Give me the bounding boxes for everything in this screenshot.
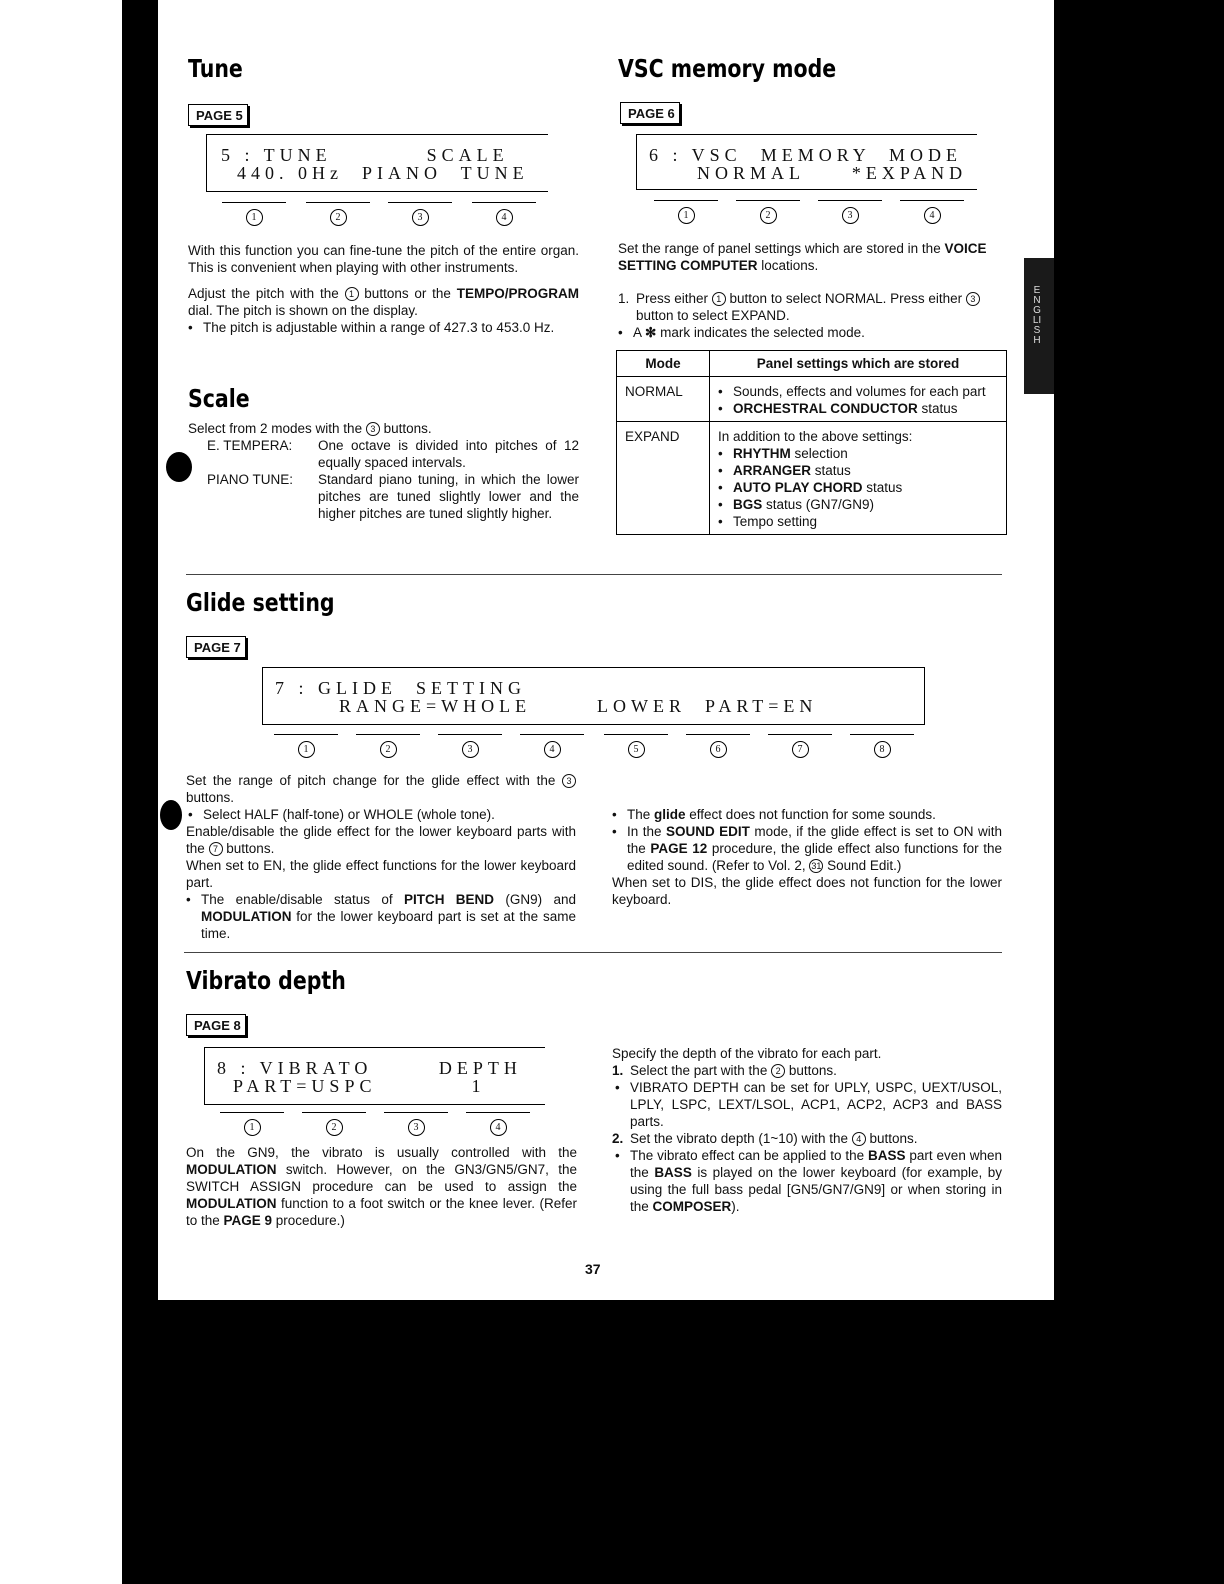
scale-intro: Select from 2 modes with the 3 buttons. bbox=[188, 421, 432, 436]
tune-description bbox=[188, 242, 579, 336]
tune-para1: With this function you can fine-tune the pitch of the entire organ. This is convenient when playing with other instruments. bbox=[188, 243, 579, 275]
scan-border-bottom bbox=[122, 1300, 1224, 1584]
glide-button-8[interactable]: 8 bbox=[850, 734, 914, 758]
vibrato-display-line2: PART=USPC 1 bbox=[233, 1076, 486, 1096]
vibrato-right-text: Specify the depth of the vibrato for each part. 1. Select the part with the 2 buttons. • VIBRATO DEPTH can be set for UPLY, USPC, UEXT/USOL, LPLY, LSPC, LEXT/LSOL, ACP1, ACP2, ACP3 and BASS parts. 2. Set the vibrato depth (1~10) with the 4 buttons. • The vibrato effect can be applied to the BASS part even when the BASS is played on the lower keyboard (for example, by using the full bass pedal [GN5/GN7/GN9] or when storing in the COMPOSER). bbox=[612, 1045, 1002, 1215]
glide-button-6[interactable]: 6 bbox=[686, 734, 750, 758]
divider-2 bbox=[184, 952, 1002, 953]
glide-button-7[interactable]: 7 bbox=[768, 734, 832, 758]
tune-display-line1: 5 : TUNE SCALE bbox=[221, 145, 509, 165]
vibrato-button-3[interactable]: 3 bbox=[384, 1112, 448, 1136]
tune-display-line2: 440. 0Hz PIANO TUNE bbox=[237, 163, 529, 183]
vibrato-button-4[interactable]: 4 bbox=[466, 1112, 530, 1136]
vsc-page-label: PAGE 6 bbox=[620, 102, 680, 124]
glide-left-text: Set the range of pitch change for the glide effect with the 3 buttons. • Select HALF (half-tone) or WHOLE (whole tone). Enable/disable the glide effect for the lower keyboard parts with the 7 buttons. When set to EN, the glide effect functions for the lower keyboard part. • The enable/disable status of PITCH BEND (GN9) and MODULATION for the lower keyboard part is set at the same time. bbox=[186, 772, 576, 942]
tune-button-2[interactable]: 2 bbox=[306, 202, 370, 226]
tune-title: Tune bbox=[188, 54, 243, 83]
punch-hole-1 bbox=[166, 452, 192, 482]
vsc-button-1[interactable]: 1 bbox=[654, 200, 718, 224]
vsc-bullet: • A ✻ mark indicates the selected mode. bbox=[618, 324, 1008, 341]
vibrato-display-line1: 8 : VIBRATO DEPTH bbox=[217, 1058, 522, 1078]
table-row-normal: NORMAL • Sounds, effects and volumes for each part • ORCHESTRAL CONDUCTOR status bbox=[617, 377, 1007, 422]
vsc-display-line1: 6 : VSC MEMORY MODE bbox=[649, 145, 963, 165]
vibrato-page-label: PAGE 8 bbox=[186, 1014, 246, 1036]
scale-item-tempera: E. TEMPERA: One octave is divided into pitches of 12 equally spaced intervals. bbox=[207, 438, 579, 470]
glide-right-text: • The glide effect does not function for some sounds. • In the SOUND EDIT mode, if the glide effect is set to ON with the PAGE 12 procedure, the glide effect also functions for the edited sound. (Refer to Vol. 2, 31 Sound Edit.) When set to DIS, the glide effect does not function for the lower keyboard. bbox=[612, 806, 1002, 908]
glide-display bbox=[262, 667, 925, 725]
tune-button-1[interactable]: 1 bbox=[222, 202, 286, 226]
tune-button-3[interactable]: 3 bbox=[388, 202, 452, 226]
table-header-settings: Panel settings which are stored bbox=[710, 351, 1007, 377]
language-side-tab bbox=[1024, 258, 1054, 394]
vibrato-display bbox=[204, 1047, 545, 1105]
glide-page-label: PAGE 7 bbox=[186, 636, 246, 658]
tune-para2: Adjust the pitch with the 1 buttons or the TEMPO/PROGRAM dial. The pitch is shown on the display. bbox=[188, 286, 579, 318]
punch-hole-2 bbox=[160, 800, 182, 830]
vsc-settings-table bbox=[616, 350, 1007, 535]
side-tab-label: ENGLISH bbox=[1032, 285, 1042, 346]
vsc-description bbox=[618, 240, 1008, 341]
glide-button-4[interactable]: 4 bbox=[520, 734, 584, 758]
glide-button-1[interactable]: 1 bbox=[274, 734, 338, 758]
scale-description bbox=[188, 420, 579, 522]
tune-button-4[interactable]: 4 bbox=[472, 202, 536, 226]
vsc-button-3[interactable]: 3 bbox=[818, 200, 882, 224]
vsc-title: VSC memory mode bbox=[618, 54, 837, 83]
vsc-display bbox=[636, 134, 977, 190]
glide-button-2[interactable]: 2 bbox=[356, 734, 420, 758]
vibrato-button-1[interactable]: 1 bbox=[220, 1112, 284, 1136]
vsc-button-4[interactable]: 4 bbox=[900, 200, 964, 224]
glide-display-line2a: RANGE=WHOLE bbox=[339, 696, 532, 716]
glide-button-5[interactable]: 5 bbox=[604, 734, 668, 758]
scale-item-piano: PIANO TUNE: Standard piano tuning, in which the lower pitches are tuned slightly lower and the higher pitches are tuned slightly higher. bbox=[207, 472, 579, 521]
table-row-expand: EXPAND In addition to the above settings: • RHYTHM selection • ARRANGER status • AUTO PLAY CHORD status • BGS status (GN7/GN9) • Tempo setting bbox=[617, 422, 1007, 535]
glide-display-line1: 7 : GLIDE SETTING bbox=[275, 678, 526, 698]
tune-display bbox=[206, 134, 548, 192]
divider-1 bbox=[186, 574, 1002, 575]
glide-title: Glide setting bbox=[186, 588, 335, 617]
vsc-step1: 1. Press either 1 button to select NORMAL. Press either 3 button to select EXPAND. bbox=[618, 290, 1008, 324]
tune-bullet1: • The pitch is adjustable within a range of 427.3 to 453.0 Hz. bbox=[188, 319, 579, 336]
vibrato-left-text: On the GN9, the vibrato is usually controlled with the MODULATION switch. However, on the GN3/GN5/GN7, the SWITCH ASSIGN procedure can be used to assign the MODULATION function to a foot switch or the knee lever. (Refer to the PAGE 9 procedure.) bbox=[186, 1145, 577, 1228]
table-header-mode: Mode bbox=[617, 351, 710, 377]
vibrato-title: Vibrato depth bbox=[186, 966, 346, 995]
vsc-intro: Set the range of panel settings which are stored in the VOICE SETTING COMPUTER locations. bbox=[618, 241, 987, 273]
scale-title: Scale bbox=[188, 384, 250, 413]
tune-page-label: PAGE 5 bbox=[188, 104, 248, 126]
vibrato-button-2[interactable]: 2 bbox=[302, 1112, 366, 1136]
vsc-button-2[interactable]: 2 bbox=[736, 200, 800, 224]
vsc-display-line2: NORMAL *EXPAND bbox=[697, 163, 968, 183]
glide-button-3[interactable]: 3 bbox=[438, 734, 502, 758]
page-number: 37 bbox=[585, 1261, 601, 1277]
glide-display-line2b: LOWER PART=EN bbox=[597, 696, 818, 716]
